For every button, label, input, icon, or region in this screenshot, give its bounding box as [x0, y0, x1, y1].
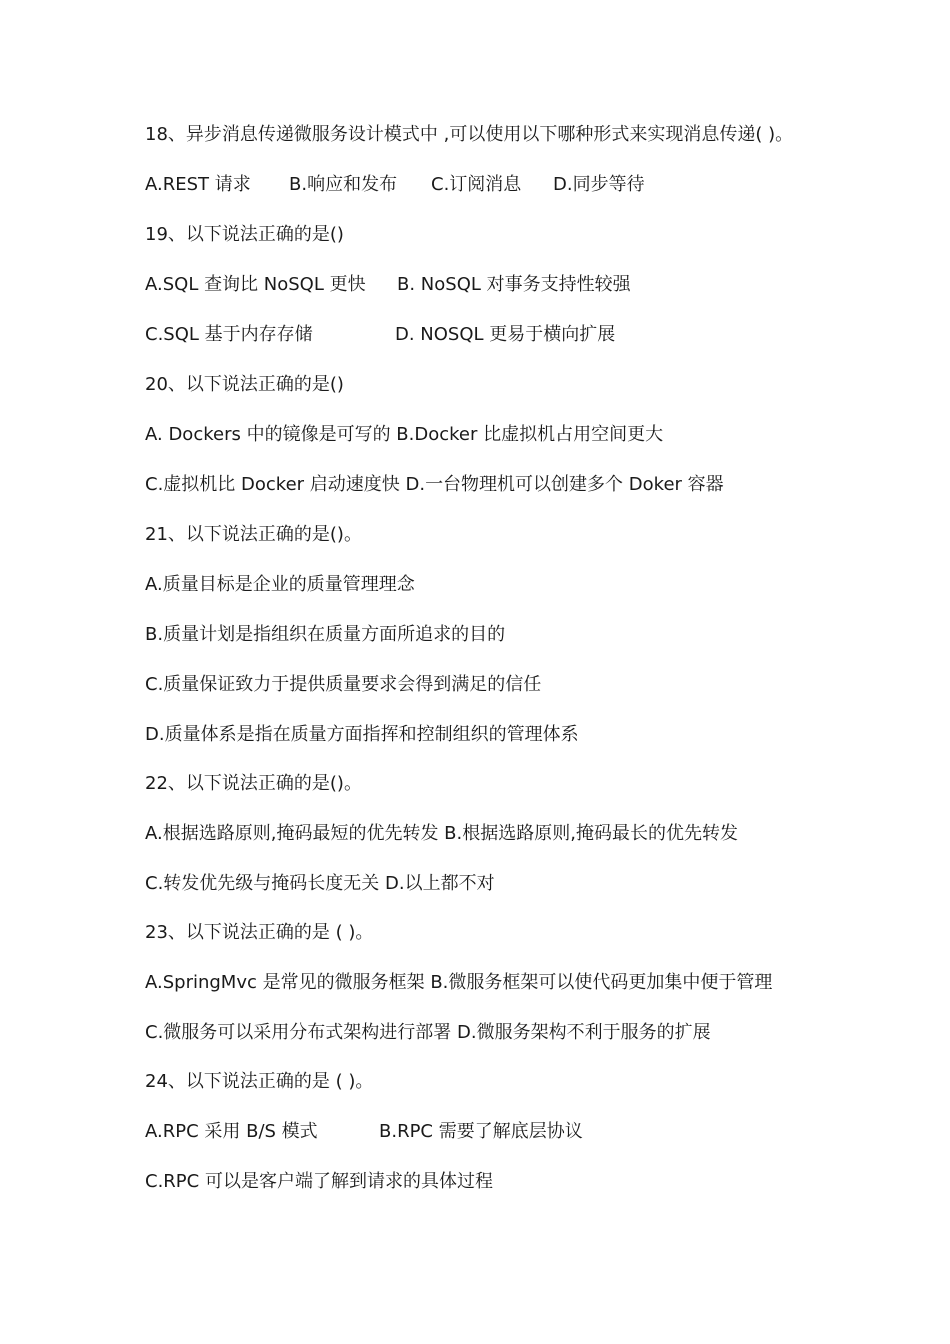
question-19-option-c: C.SQL 基于内存存储	[145, 324, 313, 345]
question-22-options-line1: A.根据选路原则,掩码最短的优先转发 B.根据选路原则,掩码最长的优先转发	[145, 823, 738, 844]
question-23-stem: 23、以下说法正确的是 ( )。	[145, 922, 374, 943]
question-19-option-b: B. NoSQL 对事务支持性较强	[397, 274, 631, 295]
question-21-stem: 21、以下说法正确的是()。	[145, 524, 362, 545]
question-18-stem: 18、异步消息传递微服务设计模式中 ,可以使用以下哪种形式来实现消息传递( )。	[145, 124, 794, 145]
question-19-option-d: D. NOSQL 更易于横向扩展	[395, 324, 616, 345]
question-24-option-a: A.RPC 采用 B/S 模式	[145, 1121, 318, 1142]
question-20-options-line1: A. Dockers 中的镜像是可写的 B.Docker 比虚拟机占用空间更大	[145, 424, 664, 445]
question-21-option-a: A.质量目标是企业的质量管理理念	[145, 574, 415, 595]
question-24-options-line1	[145, 1117, 765, 1147]
question-23-options-line1: A.SpringMvc 是常见的微服务框架 B.微服务框架可以使代码更加集中便于管理	[145, 972, 773, 993]
question-18-option-d: D.同步等待	[553, 174, 645, 195]
question-24-options-line2: C.RPC 可以是客户端了解到请求的具体过程	[145, 1171, 493, 1192]
question-21-option-d: D.质量体系是指在质量方面指挥和控制组织的管理体系	[145, 724, 579, 745]
question-18-option-a: A.REST 请求	[145, 174, 251, 195]
question-22-options-line2: C.转发优先级与掩码长度无关 D.以上都不对	[145, 873, 495, 894]
question-24-stem: 24、以下说法正确的是 ( )。	[145, 1071, 374, 1092]
question-22-stem: 22、以下说法正确的是()。	[145, 773, 362, 794]
question-19-options-line1	[145, 270, 765, 300]
question-19-option-a: A.SQL 查询比 NoSQL 更快	[145, 274, 366, 295]
question-21-option-b: B.质量计划是指组织在质量方面所追求的目的	[145, 624, 506, 645]
question-19-options-line2	[145, 320, 765, 350]
question-18-option-b: B.响应和发布	[289, 174, 398, 195]
question-23-options-line2: C.微服务可以采用分布式架构进行部署 D.微服务架构不利于服务的扩展	[145, 1022, 711, 1043]
question-18-option-c: C.订阅消息	[431, 174, 522, 195]
question-19-stem: 19、以下说法正确的是()	[145, 224, 344, 245]
question-20-options-line2: C.虚拟机比 Docker 启动速度快 D.一台物理机可以创建多个 Doker 容器	[145, 474, 724, 495]
question-18-options	[145, 170, 765, 200]
question-20-stem: 20、以下说法正确的是()	[145, 374, 344, 395]
question-24-option-b: B.RPC 需要了解底层协议	[379, 1121, 583, 1142]
question-21-option-c: C.质量保证致力于提供质量要求会得到满足的信任	[145, 674, 542, 695]
